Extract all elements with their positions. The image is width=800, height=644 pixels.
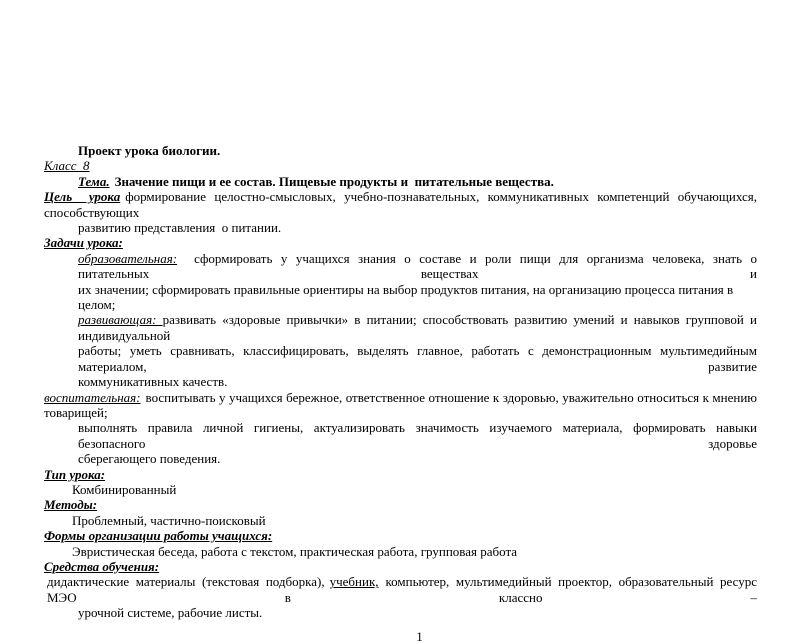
means-header-line xyxy=(44,559,757,574)
task-edu-line-2: их значении; сформировать правильные ориентиры на выбор продуктов питания, на организацию процесса питания в целом; xyxy=(78,281,734,313)
task-moral-text-1: воспитывать у учащихся бережное, ответственное отношение к здоровью, уважительно относиться к мнению товарищей; xyxy=(44,389,757,420)
type-header: Тип урока: xyxy=(44,466,106,482)
task-dev-line-1 xyxy=(44,312,757,343)
page-number: 1 xyxy=(416,628,423,644)
task-dev-label: развивающая: xyxy=(78,312,163,328)
task-dev-line-3: коммуникативных качеств. xyxy=(78,374,228,390)
task-dev-text-1: развивать «здоровые привычки» в питании; способствовать развитию умений и навыков групповой и индивидуальной xyxy=(78,312,757,343)
forms-header-line xyxy=(44,528,757,543)
task-edu-label: образовательная: xyxy=(78,250,178,266)
forms-header: Формы организации работы учащихся: xyxy=(44,528,273,544)
task-edu-text-1: сформировать у учащихся знания о составе и роли пищи для организма человека, знать о питательных веществах и xyxy=(78,250,757,282)
type-value: Комбинированный xyxy=(72,481,177,497)
means-text-pre: дидактические материалы (текстовая подборка), xyxy=(47,574,325,590)
topic-line xyxy=(44,174,757,189)
tasks-header: Задачи урока: xyxy=(44,235,123,251)
methods-value: Проблемный, частично-поисковый xyxy=(72,512,266,528)
class-line xyxy=(44,158,757,173)
means-header: Средства обучения: xyxy=(44,558,160,574)
forms-value: Эвристическая беседа, работа с текстом, практическая работа, групповая работа xyxy=(72,543,518,559)
doc-title: Проект урока биологии. xyxy=(78,143,221,158)
topic-text: Значение пищи и ее состав. Пищевые продукты и питательные вещества. xyxy=(114,173,554,189)
task-edu-line-1 xyxy=(44,251,757,282)
means-textbook: учебник, xyxy=(329,574,379,590)
goal-label: Цель урока xyxy=(44,189,121,205)
task-moral-line-1 xyxy=(44,390,757,421)
goal-line-2: развитию представления о питании. xyxy=(78,220,282,236)
task-dev-line-2: работы; уметь сравнивать, классифицировать, выделять главное, работать с демонстрационным мультимедийным материалом, развитие xyxy=(78,343,757,374)
methods-header-line xyxy=(44,497,757,512)
means-line-1 xyxy=(44,574,757,605)
task-moral-line-2: выполнять правила личной гигиены, актуализировать значимость изучаемого материала, формировать навыки безопасного здоровье xyxy=(78,420,757,451)
tasks-header-line xyxy=(44,235,757,250)
topic-label: Тема. xyxy=(78,173,110,189)
class-label: Класс 8 xyxy=(44,158,90,174)
task-moral-label: воспитательная: xyxy=(44,389,141,405)
methods-header: Методы: xyxy=(44,497,98,513)
type-header-line xyxy=(44,467,757,482)
means-line-2: урочной системе, рабочие листы. xyxy=(78,605,263,621)
goal-line-1 xyxy=(44,189,757,220)
goal-text-1: формирование целостно-смысловых, учебно-познавательных, коммуникативных компетенций обучающихся, способствующих xyxy=(44,189,757,220)
means-text-post: компьютер, мультимедийный проектор, образовательный ресурс МЭО в классно – xyxy=(47,574,757,605)
task-moral-line-3: сберегающего поведения. xyxy=(78,451,221,467)
